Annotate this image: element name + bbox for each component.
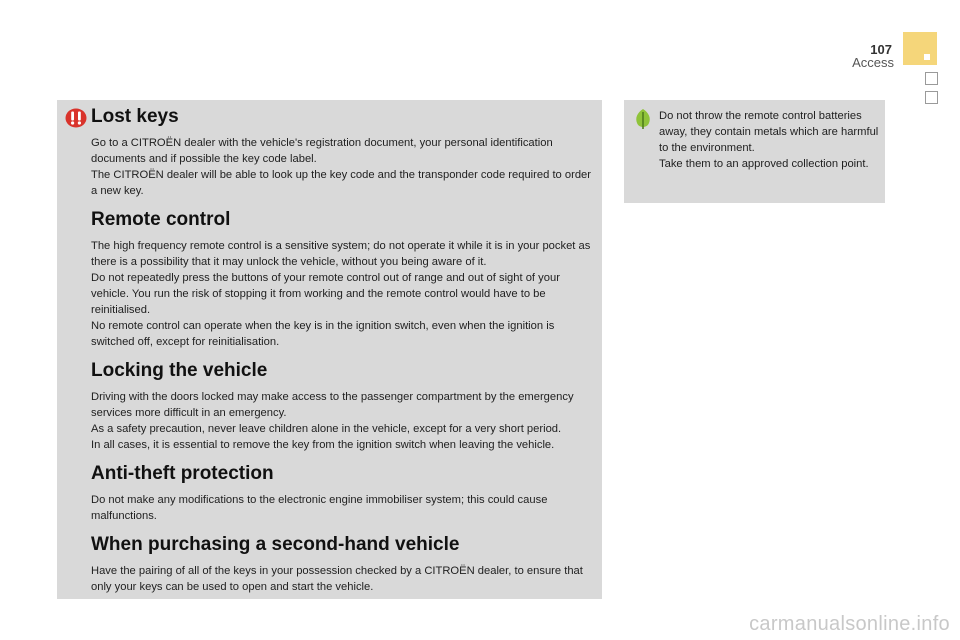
section-line: The high frequency remote control is a sensitive system; do not operate it while it is in your pocket as there is a possibility that it may unlock the vehicle, without you being aware of it.	[91, 240, 591, 268]
section-body	[91, 492, 591, 524]
section-line: In all cases, it is essential to remove the key from the ignition switch when leaving the vehicle.	[91, 439, 555, 451]
section-line: Go to a CITROËN dealer with the vehicle's registration document, your personal identification documents and if possible the key code label.	[91, 137, 553, 165]
section-body	[91, 238, 591, 350]
section-body	[91, 389, 591, 453]
environment-text	[659, 108, 879, 172]
section-line: Do not repeatedly press the buttons of your remote control out of range and out of sight of your vehicle. You run the risk of stopping it from working and the remote control would have to be reinitialised.	[91, 272, 560, 316]
section-heading: Locking the vehicle	[91, 360, 268, 381]
section-line: No remote control can operate when the key is in the ignition switch, even when the ignition is switched off, except for reinitialisation.	[91, 320, 555, 348]
section-line: Have the pairing of all of the keys in your possession checked by a CITROËN dealer, to ensure that only your keys can be used to open and start the vehicle.	[91, 565, 583, 593]
section-heading: Remote control	[91, 209, 231, 230]
section-line: The CITROËN dealer will be able to look up the key code and the transponder code required to order a new key.	[91, 169, 591, 197]
section-heading: When purchasing a second-hand vehicle	[91, 534, 460, 555]
section-heading: Lost keys	[91, 106, 179, 127]
warning-exclamation-icon	[65, 108, 87, 133]
warning-content	[91, 106, 591, 605]
section-line: Driving with the doors locked may make access to the passenger compartment by the emergency services more difficult in an emergency.	[91, 391, 574, 419]
section-title: Access	[852, 55, 894, 70]
environment-line: Do not throw the remote control batteries away, they contain metals which are harmful to the environment.	[659, 110, 879, 154]
chapter-tab[interactable]	[925, 72, 938, 85]
watermark: carmanualsonline.info	[749, 613, 950, 635]
section-line: Do not make any modifications to the electronic engine immobiliser system; this could cause malfunctions.	[91, 494, 548, 522]
chapter-tab[interactable]	[925, 91, 938, 104]
environment-panel	[624, 100, 885, 203]
section-body	[91, 563, 591, 595]
section-body	[91, 135, 591, 199]
section-heading: Anti-theft protection	[91, 463, 274, 484]
chapter-tab-active[interactable]	[903, 32, 937, 65]
section-line: As a safety precaution, never leave children alone in the vehicle, except for a very short period.	[91, 423, 562, 435]
page-number: 107	[870, 42, 892, 57]
environment-line: Take them to an approved collection point.	[659, 158, 869, 170]
warning-panel	[57, 100, 602, 599]
tab-marker	[924, 54, 930, 60]
leaf-environment-icon	[634, 108, 652, 135]
